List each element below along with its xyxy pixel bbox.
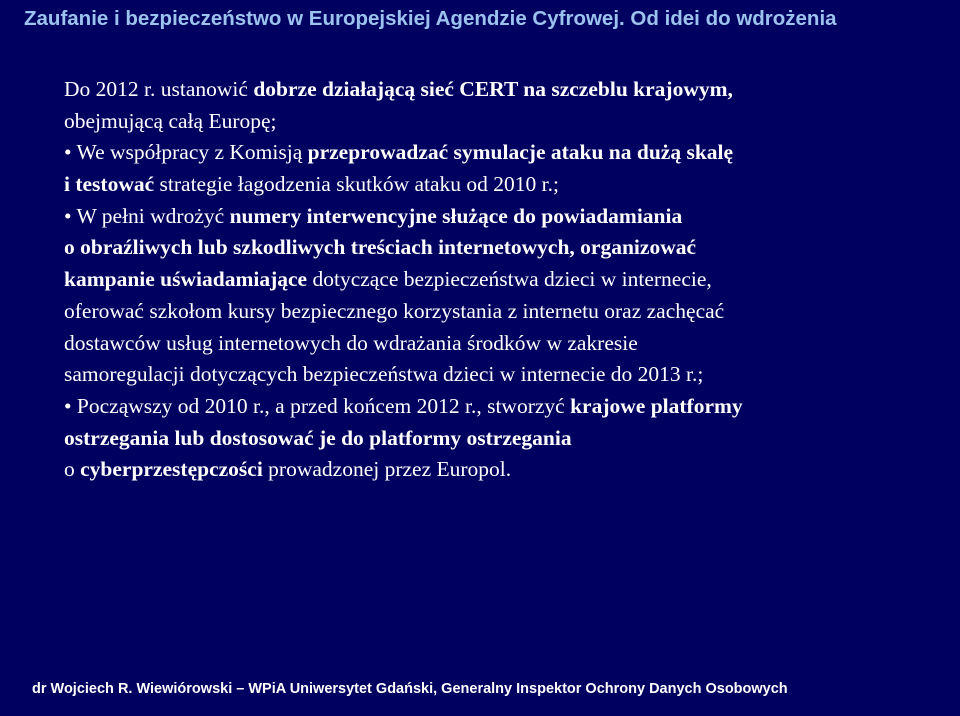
text-run: o xyxy=(64,457,81,482)
bold-text-run: dobrze działającą sieć CERT na szczeblu krajowym, xyxy=(253,77,733,101)
body-line xyxy=(64,454,934,486)
text-run: dostawców usług internetowych do wdrażania środków w zakresie xyxy=(64,330,638,355)
slide-body xyxy=(64,74,934,486)
body-line xyxy=(64,359,934,391)
bold-text-run: krajowe platformy xyxy=(570,393,743,418)
bold-text-run: o obraźliwych lub szkodliwych treściach internetowych, organizować xyxy=(64,235,697,260)
slide-title: Zaufanie i bezpieczeństwo w Europejskiej Agendzie Cyfrowej. Od idei do wdrożenia xyxy=(24,7,837,30)
bold-text-run: numery interwencyjne służące do powiadamiania xyxy=(229,203,683,228)
body-line xyxy=(64,74,934,106)
text-run: • W pełni wdrożyć xyxy=(64,203,230,228)
body-line xyxy=(64,423,934,455)
slide-footer: dr Wojciech R. Wiewiórowski – WPiA Uniwersytet Gdański, Generalny Inspektor Ochrony Danych Osobowych xyxy=(32,681,788,697)
text-run: Do 2012 r. ustanowić xyxy=(64,77,254,101)
text-run: prowadzonej przez Europol. xyxy=(268,457,512,482)
text-run: dotyczące bezpieczeństwa dzieci w internecie, xyxy=(312,267,712,292)
text-run: oferować szkołom kursy bezpiecznego korzystania z internetu oraz zachęcać xyxy=(64,298,725,323)
body-line xyxy=(64,232,934,264)
text-run: obejmującą całą Europę; xyxy=(64,108,277,133)
text-run: • Począwszy od 2010 r., a przed końcem 2012 r., stworzyć xyxy=(64,393,571,418)
body-line xyxy=(64,169,934,201)
body-line xyxy=(64,106,934,138)
text-run: samoregulacji dotyczących bezpieczeństwa dzieci w internecie do 2013 r.; xyxy=(64,362,704,387)
body-line xyxy=(64,137,934,169)
bold-text-run: cyberprzestępczości xyxy=(80,457,269,482)
bold-text-run: i testować xyxy=(64,172,160,197)
body-line xyxy=(64,296,934,328)
body-line xyxy=(64,328,934,360)
bold-text-run: przeprowadzać symulacje ataku na dużą skalę xyxy=(307,140,734,165)
text-run: • We współpracy z Komisją xyxy=(64,140,308,165)
body-line xyxy=(64,391,934,423)
body-line xyxy=(64,264,934,296)
text-run: strategie łagodzenia skutków ataku od 2010 r.; xyxy=(159,172,559,197)
body-line xyxy=(64,201,934,233)
bold-text-run: ostrzegania lub dostosować je do platformy ostrzegania xyxy=(64,425,572,450)
bold-text-run: kampanie uświadamiające xyxy=(64,267,313,292)
